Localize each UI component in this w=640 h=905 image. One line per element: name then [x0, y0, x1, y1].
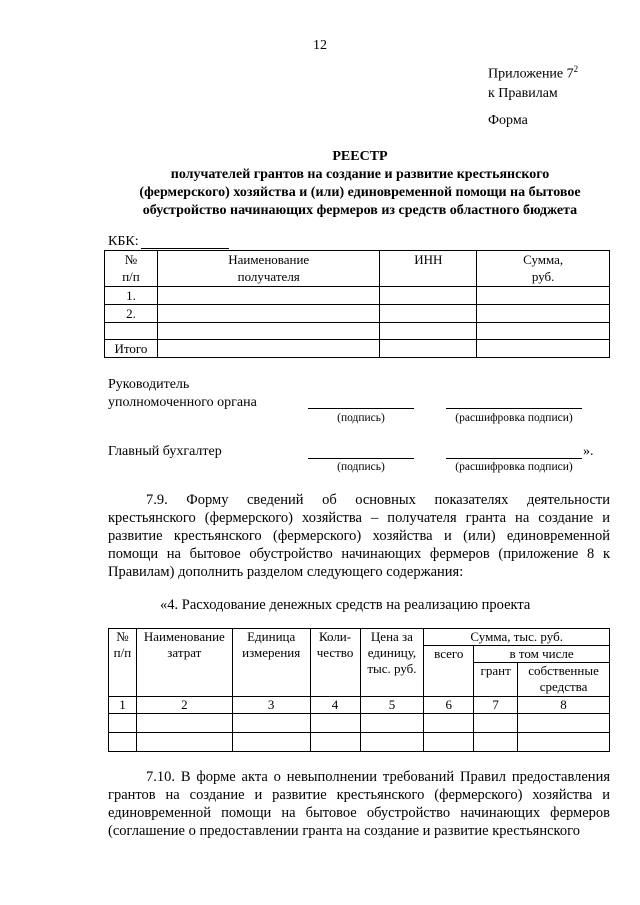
- decoding-line: [446, 458, 582, 459]
- signature-line: [308, 458, 414, 459]
- col-number: 8: [518, 697, 610, 714]
- cell: [474, 714, 518, 733]
- header-cell-num: № п/п: [105, 251, 158, 287]
- cell: [380, 323, 477, 340]
- total-label: Итого: [105, 340, 158, 358]
- cell: [518, 733, 610, 752]
- cell: [380, 340, 477, 358]
- cell: [477, 340, 610, 358]
- cell: [477, 305, 610, 323]
- closing-quote: ».: [583, 444, 594, 459]
- cell: [424, 733, 474, 752]
- appendix-header: [488, 60, 578, 103]
- header-cell-total: всего: [424, 646, 474, 697]
- cell: [477, 323, 610, 340]
- signature-line: [308, 408, 414, 409]
- col-number: 7: [474, 697, 518, 714]
- signature-caption: (подпись): [337, 412, 385, 424]
- cell: [310, 733, 360, 752]
- row-num: 2.: [105, 305, 158, 323]
- cell: [157, 340, 380, 358]
- cell: [360, 714, 424, 733]
- registry-table: [104, 250, 610, 358]
- col-number: 3: [232, 697, 310, 714]
- head-line-1: Руководитель: [108, 377, 190, 392]
- cell: [157, 323, 380, 340]
- header-cell-unit: Единица измерения: [232, 629, 310, 697]
- col-number: 2: [136, 697, 232, 714]
- header-cell-name: Наименование затрат: [136, 629, 232, 697]
- signature-caption: (подпись): [337, 461, 385, 473]
- appendix-ref: к Правилам: [488, 85, 558, 101]
- title-line-3: обустройство начинающих фермеров из средств областного бюджета: [142, 203, 578, 218]
- cell: [360, 733, 424, 752]
- cell: [109, 714, 137, 733]
- decoding-caption: (расшифровка подписи): [455, 461, 573, 473]
- cell: [518, 714, 610, 733]
- paragraph-7-10: 7.10. В форме акта о невыполнении требований Правил предоставления грантов на создание и развитие крестьянского (фермерского) хозяйства и единовременной помощи на бытовое обустройство начинающих фермеров (соглашение о предоставлении гранта на создание и развитие крестьянского: [108, 769, 610, 839]
- appendix-label: Приложение 7: [488, 66, 574, 82]
- table-row: [109, 714, 610, 733]
- table-row: [109, 697, 610, 714]
- table-row: [109, 629, 610, 646]
- row-num: 1.: [105, 287, 158, 305]
- expense-table: [108, 628, 610, 752]
- cell: [157, 287, 380, 305]
- cell: [105, 323, 158, 340]
- header-cell-qty: Коли- чество: [310, 629, 360, 697]
- cell: [310, 714, 360, 733]
- table-row: [105, 323, 610, 340]
- cell: [474, 733, 518, 752]
- cell: [157, 305, 380, 323]
- form-label: Форма: [488, 113, 528, 128]
- header-cell-price: Цена за единицу, тыс. руб.: [360, 629, 424, 697]
- header-cell-sum: Сумма, руб.: [477, 251, 610, 287]
- title-line-1: получателей грантов на создание и развитие крестьянского: [170, 167, 550, 182]
- cell: [136, 714, 232, 733]
- document-title: [80, 148, 640, 220]
- decoding-caption: (расшифровка подписи): [455, 412, 573, 424]
- cell: [232, 733, 310, 752]
- table-row: [109, 733, 610, 752]
- accountant-label: Главный бухгалтер: [108, 444, 222, 459]
- cell: [424, 714, 474, 733]
- col-number: 4: [310, 697, 360, 714]
- cell: [232, 714, 310, 733]
- head-title: [108, 376, 257, 412]
- col-number: 1: [109, 697, 137, 714]
- title-heading: РЕЕСТР: [332, 149, 388, 164]
- cell: [380, 305, 477, 323]
- header-cell-name: Наименование получателя: [157, 251, 380, 287]
- title-line-2: (фермерского) хозяйства и (или) единовременной помощи на бытовое: [139, 185, 581, 200]
- kbk-underline: [141, 248, 229, 249]
- header-cell-own: собственные средства: [518, 663, 610, 697]
- table-row: [105, 340, 610, 358]
- col-number: 5: [360, 697, 424, 714]
- kbk-label: КБК:: [108, 234, 139, 249]
- cell: [380, 287, 477, 305]
- decoding-line: [446, 408, 582, 409]
- cell: [477, 287, 610, 305]
- head-line-2: уполномоченного органа: [108, 395, 257, 410]
- header-cell-num: № п/п: [109, 629, 137, 697]
- table-row: [105, 305, 610, 323]
- paragraph-7-9: 7.9. Форму сведений об основных показателях деятельности крестьянского (фермерского) хозяйства – получателя гранта на создание и развитие крестьянского (фермерского) хозяйства и (или) единовременной помощи на бытовое обустройство начинающих фермеров (приложение 8 к Правилам) дополнить разделом следующего содержания:: [108, 492, 610, 580]
- header-cell-sum: Сумма, тыс. руб.: [424, 629, 610, 646]
- header-cell-grant: грант: [474, 663, 518, 697]
- table-row: [105, 287, 610, 305]
- header-cell-inn: ИНН: [380, 251, 477, 287]
- table-row: [105, 251, 610, 287]
- appendix-sup: 2: [573, 64, 579, 74]
- header-cell-incl: в том числе: [474, 646, 610, 663]
- cell: [109, 733, 137, 752]
- col-number: 6: [424, 697, 474, 714]
- section-title: «4. Расходование денежных средств на реализацию проекта: [160, 597, 531, 613]
- cell: [136, 733, 232, 752]
- page-number: 12: [313, 38, 327, 53]
